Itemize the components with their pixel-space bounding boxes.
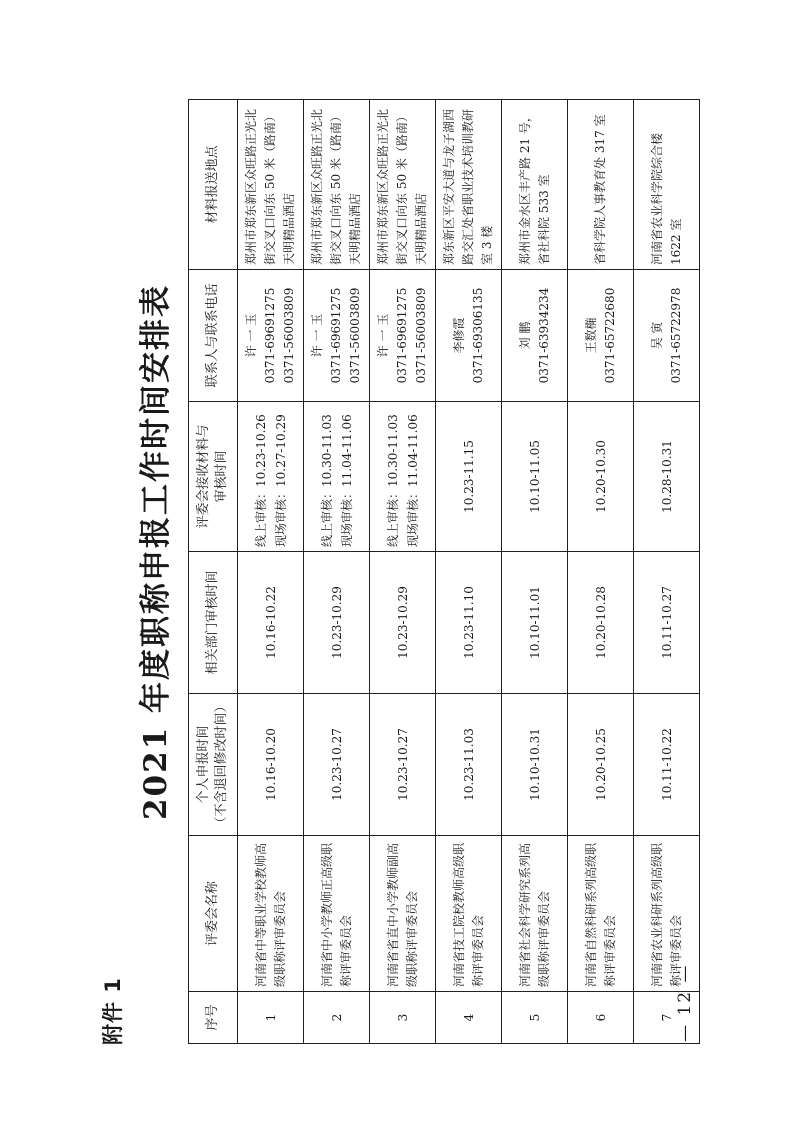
header-material-line2: 审核时间 [214, 450, 229, 503]
cell-dept: 10.23-10.29 [304, 552, 370, 694]
cell-committee: 河南省技工院校教师高级职称评审委员会 [436, 836, 502, 992]
page-number: — 12 — [675, 963, 695, 1042]
header-material [189, 402, 238, 552]
cell-dept: 10.11-10.27 [634, 552, 700, 694]
header-personal [189, 694, 238, 836]
cell-contact [634, 270, 700, 402]
header-address: 材料报送地点 [189, 100, 238, 270]
cell-committee: 河南省中小学教师正高级职称评审委员会 [304, 836, 370, 992]
cell-review [304, 402, 370, 552]
contact-name: 许 一 玉 [376, 313, 390, 358]
cell-review [238, 402, 304, 552]
review-onsite: 现场审核：11.04-11.06 [339, 414, 354, 547]
cell-personal: 10.23-10.27 [304, 694, 370, 836]
contact-phone: 0371-63934234 [536, 287, 551, 384]
schedule-table [188, 99, 700, 1044]
cell-committee: 河南省省直中小学教师副高级职称评审委员会 [370, 836, 436, 992]
cell-personal: 10.23-11.03 [436, 694, 502, 836]
contact-phone: 0371-56003809 [282, 287, 296, 384]
cell-address: 郑州市郑东新区众旺路正光北街交叉口向东 50 米（路南）天明精品酒店 [304, 100, 370, 270]
cell-dept: 10.10-11.01 [502, 552, 568, 694]
table-row [304, 100, 370, 1044]
cell-contact [238, 270, 304, 402]
table-row [502, 100, 568, 1044]
cell-personal: 10.10-10.31 [502, 694, 568, 836]
cell-address: 省科学院人事教育处 317 室 [568, 100, 634, 270]
review-online: 线上审核：10.30-11.03 [319, 414, 334, 547]
cell-address: 郑东新区平安大道与龙子湖西路交汇处省职业技术培训教研室 3 楼 [436, 100, 502, 270]
cell-contact [502, 270, 568, 402]
attachment-label: 附件 1 [101, 977, 125, 1045]
header-dept-review: 相关部门审核时间 [189, 552, 238, 694]
review-onsite: 现场审核：11.04-11.06 [405, 414, 420, 547]
review-online: 线上审核：10.30-11.03 [385, 414, 400, 547]
contact-name: 李修霞 [451, 317, 466, 354]
cell-committee: 河南省农业科研系列高级职称评审委员会 [634, 836, 700, 992]
cell-personal: 10.16-10.20 [238, 694, 304, 836]
cell-no: 2 [304, 992, 370, 1044]
cell-personal: 10.23-10.27 [370, 694, 436, 836]
contact-phone: 0371-56003809 [414, 287, 428, 384]
cell-dept: 10.23-11.10 [436, 552, 502, 694]
cell-committee: 河南省社会科学研究系列高级职称评审委员会 [502, 836, 568, 992]
cell-no: 6 [568, 992, 634, 1044]
header-personal-line2: （不含退回修改时间） [214, 699, 229, 830]
cell-dept: 10.23-10.29 [370, 552, 436, 694]
cell-dept: 10.16-10.22 [238, 552, 304, 694]
cell-committee: 河南省中等职业学校教师高级职称评审委员会 [238, 836, 304, 992]
cell-review: 10.28-10.31 [634, 402, 700, 552]
cell-review: 10.23-11.15 [436, 402, 502, 552]
table-row [436, 100, 502, 1044]
cell-no: 7 [634, 992, 700, 1044]
table-header-row [189, 100, 238, 1044]
document-title: 2021 年度职称申报工作时间安排表 [138, 283, 174, 821]
cell-no: 3 [370, 992, 436, 1044]
contact-phone: 0371-69691275 [263, 287, 277, 384]
cell-contact [304, 270, 370, 402]
cell-contact [436, 270, 502, 402]
header-contact: 联系人与联系电话 [189, 270, 238, 402]
review-onsite: 现场审核：10.27-10.29 [273, 414, 288, 547]
cell-contact [568, 270, 634, 402]
cell-contact [370, 270, 436, 402]
header-personal-line1: 个人申报时间 [196, 725, 211, 804]
contact-phone: 0371-65722978 [668, 287, 683, 384]
cell-review: 10.20-10.30 [568, 402, 634, 552]
table-row [238, 100, 304, 1044]
cell-review [370, 402, 436, 552]
cell-dept: 10.20-10.28 [568, 552, 634, 694]
cell-review: 10.10-11.05 [502, 402, 568, 552]
table-row [634, 100, 700, 1044]
contact-phone: 0371-69691275 [329, 287, 343, 384]
header-no: 序号 [189, 992, 238, 1044]
contact-phone: 0371-65722680 [602, 287, 617, 384]
cell-committee: 河南省自然科研系列高级职称评审委员会 [568, 836, 634, 992]
cell-personal: 10.11-10.22 [634, 694, 700, 836]
cell-address: 郑州市郑东新区众旺路正光北街交叉口向东 50 米（路南）天明精品酒店 [370, 100, 436, 270]
cell-no: 4 [436, 992, 502, 1044]
contact-phone: 0371-56003809 [348, 287, 362, 384]
contact-name: 刘 鹏 [517, 321, 532, 350]
table-row [568, 100, 634, 1044]
review-online: 线上审核：10.23-10.26 [253, 414, 268, 547]
header-committee: 评委会名称 [189, 836, 238, 992]
contact-phone: 0371-69691275 [395, 287, 409, 384]
cell-address: 郑州市郑东新区众旺路正光北街交叉口向东 50 米（路南）天明精品酒店 [238, 100, 304, 270]
contact-name: 王数椭 [583, 317, 598, 354]
contact-phone: 0371-69306135 [470, 287, 485, 384]
table-row [370, 100, 436, 1044]
cell-personal: 10.20-10.25 [568, 694, 634, 836]
contact-name: 许 一 玉 [244, 313, 258, 358]
contact-name: 吴 寅 [649, 321, 664, 350]
cell-address: 郑州市金水区丰产路 21 号，省社科院 533 室 [502, 100, 568, 270]
cell-no: 1 [238, 992, 304, 1044]
header-material-line1: 评委会接收材料与 [196, 424, 211, 529]
contact-name: 许 一 玉 [310, 313, 324, 358]
cell-address: 河南省农业科学院综合楼 1622 室 [634, 100, 700, 270]
cell-no: 5 [502, 992, 568, 1044]
